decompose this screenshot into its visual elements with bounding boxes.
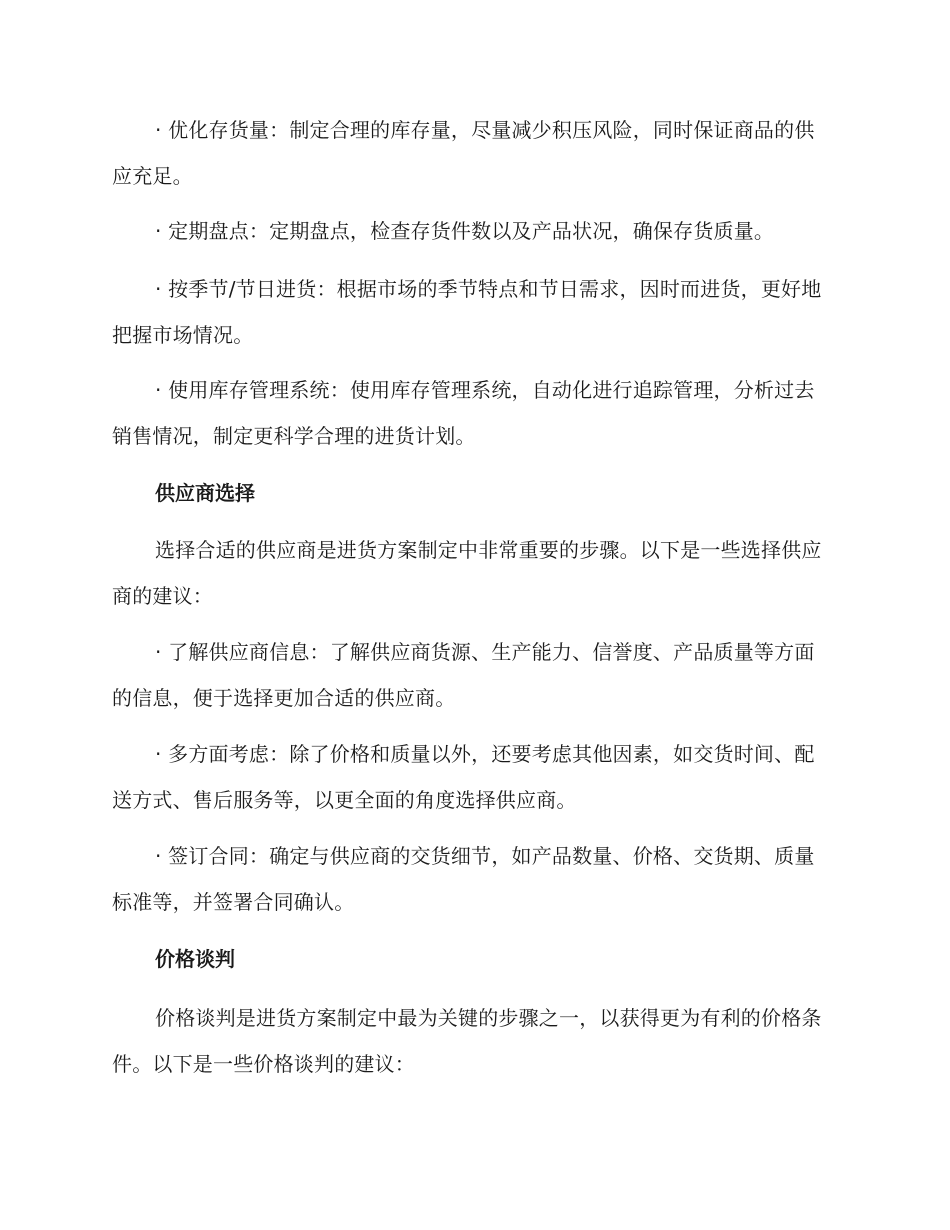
paragraph-optimize-inventory: · 优化存货量：制定合理的库存量，尽量减少积压风险，同时保证商品的供应充足。 [112,118,815,188]
heading-supplier-selection: 供应商选择 [155,481,255,505]
paragraph-sign-contract: · 签订合同：确定与供应商的交货细节，如产品数量、价格、交货期、质量标准等，并签署合同确认。 [112,844,815,914]
paragraph-negotiation-intro: 价格谈判是进货方案制定中最为关键的步骤之一，以获得更为有利的价格条件。以下是一些价格谈判的建议： [112,1006,822,1076]
paragraph-know-supplier: · 了解供应商信息：了解供应商货源、生产能力、信誉度、产品质量等方面的信息，便于选择更加合适的供应商。 [112,640,815,710]
paragraph-multiple-factors: · 多方面考虑：除了价格和质量以外，还要考虑其他因素，如交货时间、配送方式、售后服务等，以更全面的角度选择供应商。 [112,742,815,812]
paragraph-inventory-system: · 使用库存管理系统：使用库存管理系统，自动化进行追踪管理，分析过去销售情况，制定更科学合理的进货计划。 [112,378,815,448]
paragraph-seasonal-purchasing: · 按季节/节日进货：根据市场的季节特点和节日需求，因时而进货，更好地把握市场情况。 [112,277,822,347]
paragraph-supplier-intro: 选择合适的供应商是进货方案制定中非常重要的步骤。以下是一些选择供应商的建议： [112,538,822,608]
paragraph-regular-stocktake: · 定期盘点：定期盘点，检查存货件数以及产品状况，确保存货质量。 [155,219,775,243]
heading-price-negotiation: 价格谈判 [155,947,235,971]
